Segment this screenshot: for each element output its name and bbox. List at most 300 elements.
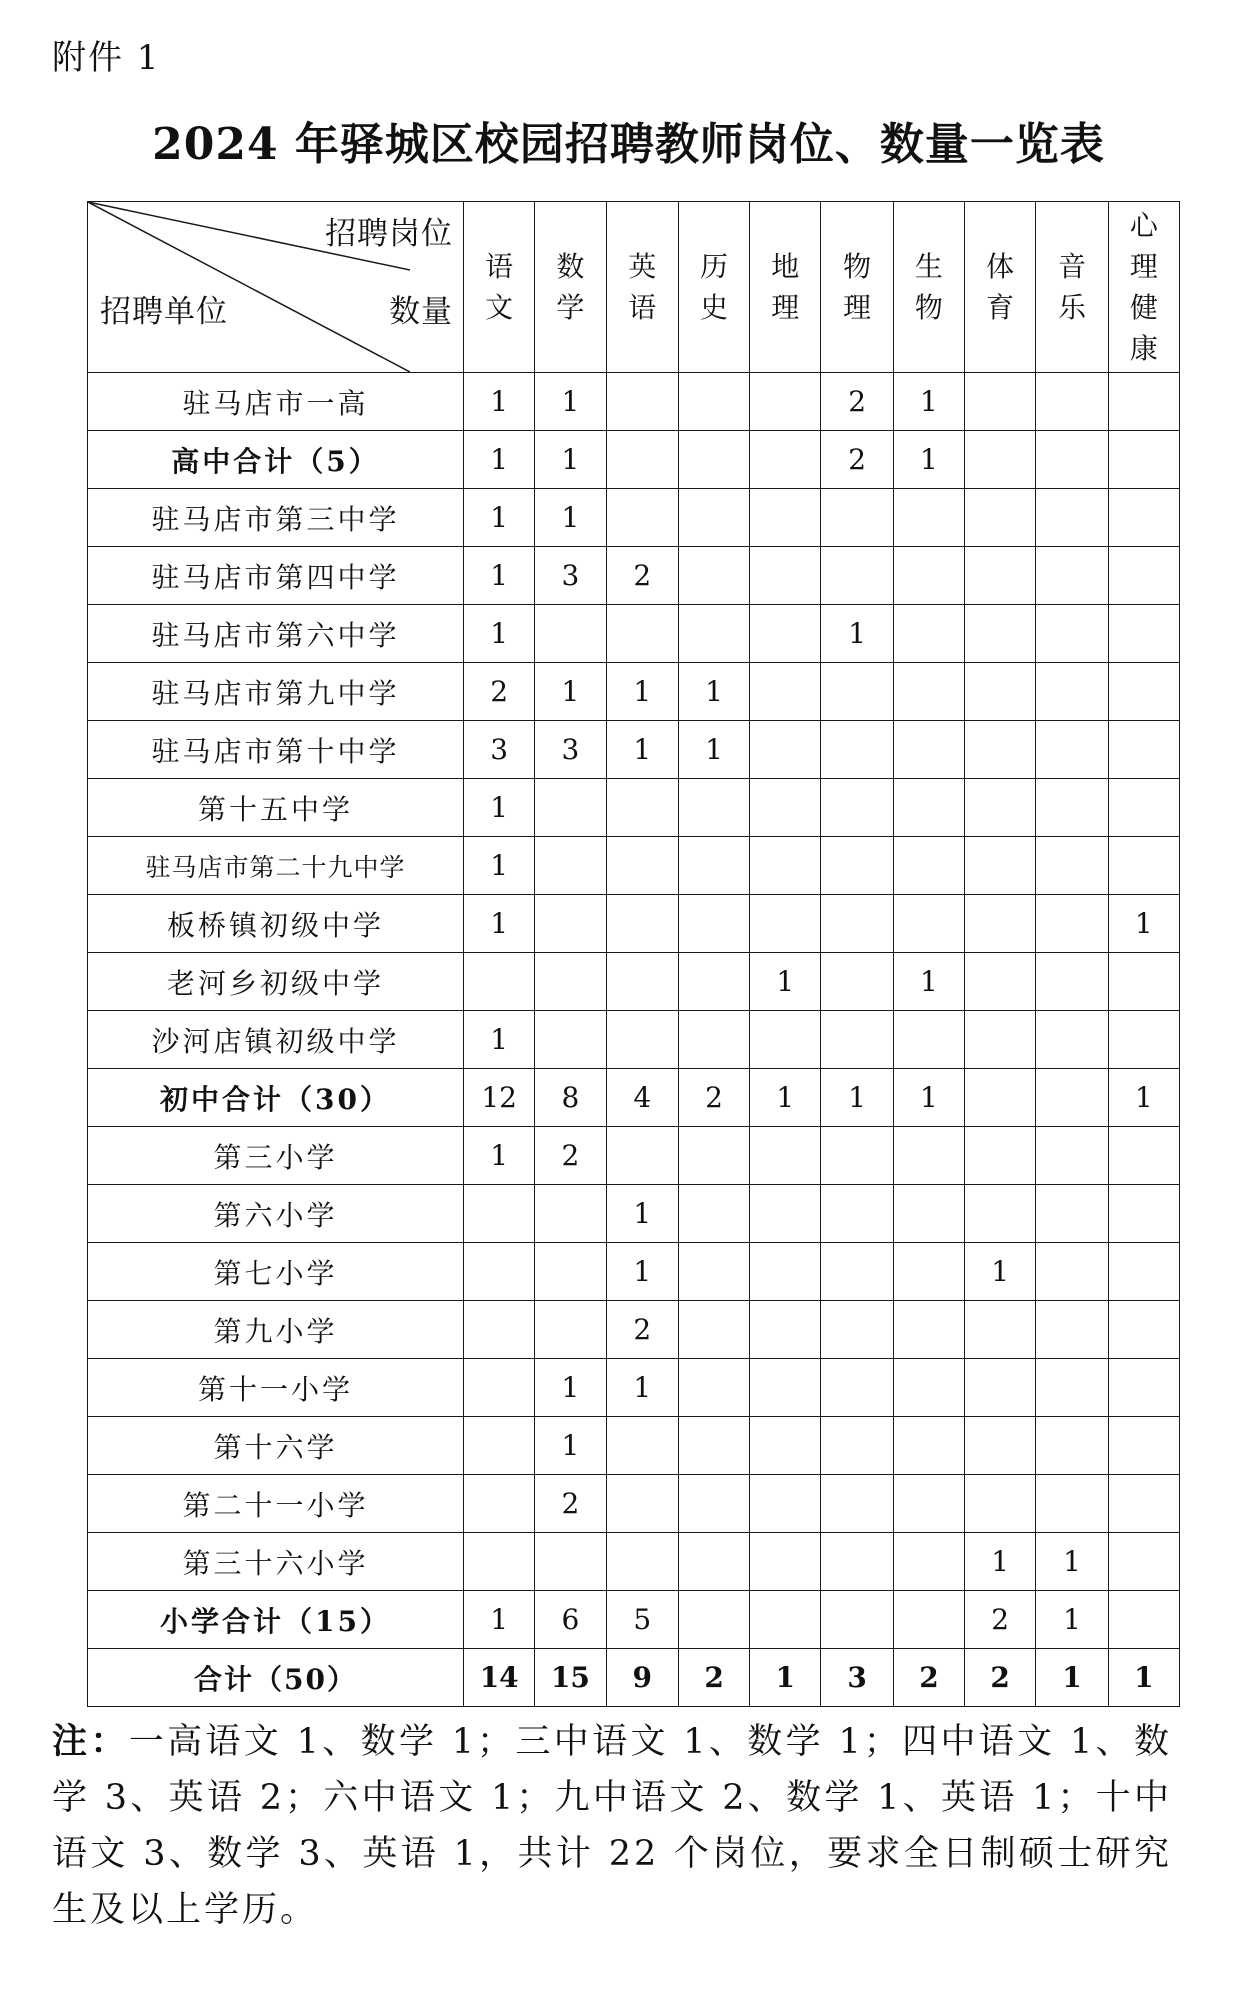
count-cell (606, 605, 678, 663)
footnote-text: 一高语文 1、数学 1；三中语文 1、数学 1；四中语文 1、数学 3、英语 2；六中语文 1；九中语文 2、数学 1、英语 1；十中语文 3、数学 3、英语 1，共计 22 个岗位，要求全日制硕士研究生及以上学历。 (52, 1722, 1172, 1930)
count-cell (606, 1533, 678, 1591)
table-row (88, 1243, 1180, 1301)
table-row (88, 373, 1180, 431)
count-cell (893, 1417, 964, 1475)
count-cell (965, 953, 1036, 1011)
count-cell (821, 953, 893, 1011)
count-cell (678, 1011, 749, 1069)
table-row (88, 953, 1180, 1011)
table-row (88, 837, 1180, 895)
subject-header-char: 心 (1129, 209, 1158, 242)
table-header-row (88, 202, 1180, 373)
subject-header-char: 语 (485, 250, 514, 283)
subject-header-char: 语 (628, 291, 657, 324)
count-cell (821, 1243, 893, 1301)
subtotal-row (88, 1591, 1180, 1649)
count-cell (464, 1533, 535, 1591)
count-cell (606, 837, 678, 895)
count-cell (464, 1475, 535, 1533)
subject-header-5 (821, 202, 893, 373)
subject-header-char: 学 (556, 291, 585, 324)
unit-name-cell: 合计（50） (88, 1649, 464, 1707)
subject-header-1 (535, 202, 606, 373)
count-cell: 1 (606, 721, 678, 779)
count-cell: 1 (1108, 1649, 1179, 1707)
count-cell (750, 1243, 821, 1301)
subtotal-row (88, 431, 1180, 489)
count-cell (821, 489, 893, 547)
subject-header-char: 康 (1129, 332, 1158, 365)
count-cell (965, 721, 1036, 779)
count-cell (1036, 953, 1108, 1011)
count-cell (893, 489, 964, 547)
count-cell (1108, 1475, 1179, 1533)
attachment-label: 附件 1 (52, 38, 161, 78)
count-cell (965, 489, 1036, 547)
count-cell (821, 779, 893, 837)
count-cell: 2 (965, 1649, 1036, 1707)
count-cell (1036, 1011, 1108, 1069)
subject-header-char: 理 (1129, 250, 1158, 283)
count-cell: 8 (535, 1069, 606, 1127)
count-cell (535, 1011, 606, 1069)
count-cell (1108, 953, 1179, 1011)
table-row (88, 779, 1180, 837)
unit-name-cell: 驻马店市第九中学 (88, 663, 464, 721)
count-cell (750, 1533, 821, 1591)
count-cell (606, 1417, 678, 1475)
count-cell (1036, 895, 1108, 953)
count-cell (750, 1359, 821, 1417)
count-cell: 2 (535, 1127, 606, 1185)
count-cell (606, 779, 678, 837)
count-cell (750, 1011, 821, 1069)
count-cell (893, 1011, 964, 1069)
count-cell (1036, 605, 1108, 663)
subject-header-char: 文 (485, 291, 514, 324)
count-cell (965, 1417, 1036, 1475)
count-cell: 5 (606, 1591, 678, 1649)
table-row (88, 1301, 1180, 1359)
table-body (88, 202, 1180, 1707)
count-cell: 3 (535, 721, 606, 779)
count-cell (1036, 1475, 1108, 1533)
count-cell (1036, 1185, 1108, 1243)
count-cell (965, 1069, 1036, 1127)
count-cell (678, 1185, 749, 1243)
unit-name-cell: 第十五中学 (88, 779, 464, 837)
subject-header-char: 理 (843, 291, 872, 324)
recruitment-table (87, 201, 1180, 1707)
count-cell (535, 953, 606, 1011)
count-cell (750, 605, 821, 663)
count-cell: 1 (893, 953, 964, 1011)
count-cell (965, 1301, 1036, 1359)
count-cell (750, 779, 821, 837)
subject-header-7 (965, 202, 1036, 373)
count-cell (1108, 547, 1179, 605)
count-cell (1108, 1011, 1179, 1069)
corner-units-label: 招聘单位 (100, 294, 228, 330)
unit-name-cell: 驻马店市第四中学 (88, 547, 464, 605)
count-cell: 1 (893, 373, 964, 431)
unit-name-cell: 沙河店镇初级中学 (88, 1011, 464, 1069)
count-cell (965, 1359, 1036, 1417)
count-cell: 1 (750, 1069, 821, 1127)
count-cell (893, 663, 964, 721)
count-cell (1108, 373, 1179, 431)
count-cell (606, 431, 678, 489)
unit-name-cell: 老河乡初级中学 (88, 953, 464, 1011)
count-cell: 1 (464, 547, 535, 605)
count-cell (464, 1243, 535, 1301)
count-cell: 1 (1108, 1069, 1179, 1127)
unit-name-cell: 驻马店市一高 (88, 373, 464, 431)
count-cell (606, 1011, 678, 1069)
unit-name-cell: 第二十一小学 (88, 1475, 464, 1533)
count-cell (606, 1127, 678, 1185)
count-cell (1108, 721, 1179, 779)
count-cell (535, 1533, 606, 1591)
count-cell: 2 (606, 1301, 678, 1359)
unit-name-cell: 第十六学 (88, 1417, 464, 1475)
count-cell (893, 1243, 964, 1301)
corner-quantity-label: 数量 (389, 294, 454, 330)
table-row (88, 1417, 1180, 1475)
count-cell: 2 (821, 431, 893, 489)
count-cell (750, 431, 821, 489)
count-cell (750, 1417, 821, 1475)
page-title: 2024 年驿城区校园招聘教师岗位、数量一览表 (152, 119, 1105, 170)
count-cell (750, 1185, 821, 1243)
count-cell (821, 837, 893, 895)
count-cell (1108, 1417, 1179, 1475)
count-cell (1108, 1301, 1179, 1359)
count-cell: 1 (965, 1243, 1036, 1301)
count-cell (535, 1243, 606, 1301)
subject-header-2 (606, 202, 678, 373)
count-cell (678, 1417, 749, 1475)
count-cell (821, 1127, 893, 1185)
count-cell (893, 1475, 964, 1533)
count-cell (464, 1301, 535, 1359)
unit-name-cell: 初中合计（30） (88, 1069, 464, 1127)
count-cell (678, 373, 749, 431)
subject-header-6 (893, 202, 964, 373)
count-cell (965, 1011, 1036, 1069)
count-cell: 1 (606, 1185, 678, 1243)
unit-name-cell: 第六小学 (88, 1185, 464, 1243)
count-cell (893, 1591, 964, 1649)
count-cell (750, 1301, 821, 1359)
count-cell (1036, 1417, 1108, 1475)
count-cell: 1 (893, 1069, 964, 1127)
count-cell: 1 (535, 431, 606, 489)
unit-name-cell: 第三十六小学 (88, 1533, 464, 1591)
count-cell: 1 (750, 1649, 821, 1707)
unit-name-cell: 驻马店市第十中学 (88, 721, 464, 779)
grand-total-row (88, 1649, 1180, 1707)
count-cell (821, 1301, 893, 1359)
count-cell (893, 779, 964, 837)
table-row (88, 605, 1180, 663)
count-cell (750, 489, 821, 547)
count-cell (464, 1359, 535, 1417)
count-cell (678, 1243, 749, 1301)
count-cell (965, 837, 1036, 895)
count-cell (1108, 779, 1179, 837)
count-cell: 1 (893, 431, 964, 489)
count-cell (893, 547, 964, 605)
count-cell: 1 (1036, 1533, 1108, 1591)
count-cell (1036, 779, 1108, 837)
subject-header-char: 乐 (1057, 291, 1086, 324)
count-cell (678, 953, 749, 1011)
table-row (88, 721, 1180, 779)
count-cell (1036, 1243, 1108, 1301)
count-cell (678, 779, 749, 837)
unit-name-cell: 第十一小学 (88, 1359, 464, 1417)
count-cell: 1 (750, 953, 821, 1011)
count-cell (678, 547, 749, 605)
subject-header-char: 理 (771, 291, 800, 324)
unit-name-cell: 板桥镇初级中学 (88, 895, 464, 953)
count-cell (750, 1127, 821, 1185)
count-cell (678, 1591, 749, 1649)
count-cell (1108, 1185, 1179, 1243)
count-cell: 2 (678, 1649, 749, 1707)
count-cell: 1 (965, 1533, 1036, 1591)
count-cell (535, 605, 606, 663)
count-cell (821, 721, 893, 779)
count-cell (893, 1185, 964, 1243)
corner-header-cell (88, 202, 464, 373)
count-cell (965, 663, 1036, 721)
count-cell: 14 (464, 1649, 535, 1707)
count-cell: 2 (464, 663, 535, 721)
footnote (52, 1714, 1172, 1938)
count-cell: 1 (1108, 895, 1179, 953)
count-cell: 1 (606, 663, 678, 721)
subject-header-0 (464, 202, 535, 373)
count-cell (750, 837, 821, 895)
count-cell (750, 547, 821, 605)
count-cell (606, 1475, 678, 1533)
count-cell (821, 1185, 893, 1243)
count-cell: 1 (464, 1591, 535, 1649)
count-cell (1036, 1069, 1108, 1127)
count-cell: 12 (464, 1069, 535, 1127)
subject-header-9 (1108, 202, 1179, 373)
count-cell (1108, 1243, 1179, 1301)
count-cell (821, 1359, 893, 1417)
count-cell (821, 895, 893, 953)
unit-name-cell: 第九小学 (88, 1301, 464, 1359)
count-cell: 1 (1036, 1591, 1108, 1649)
count-cell: 1 (606, 1359, 678, 1417)
table-row (88, 1011, 1180, 1069)
count-cell (893, 1127, 964, 1185)
count-cell (1036, 547, 1108, 605)
count-cell (965, 373, 1036, 431)
count-cell (750, 1591, 821, 1649)
footnote-label: 注： (52, 1721, 129, 1762)
unit-name-cell: 驻马店市第三中学 (88, 489, 464, 547)
count-cell: 1 (535, 373, 606, 431)
count-cell (750, 1475, 821, 1533)
count-cell (893, 1533, 964, 1591)
count-cell (1036, 721, 1108, 779)
count-cell (1036, 1301, 1108, 1359)
count-cell: 1 (464, 605, 535, 663)
count-cell (965, 605, 1036, 663)
count-cell (893, 895, 964, 953)
count-cell (606, 895, 678, 953)
subject-header-char: 音 (1057, 250, 1086, 283)
count-cell (750, 895, 821, 953)
table-row (88, 895, 1180, 953)
count-cell (965, 1185, 1036, 1243)
count-cell: 1 (464, 1011, 535, 1069)
unit-name-cell: 小学合计（15） (88, 1591, 464, 1649)
count-cell (893, 1359, 964, 1417)
count-cell (535, 837, 606, 895)
count-cell (535, 1301, 606, 1359)
subject-header-char: 生 (914, 250, 943, 283)
table-row (88, 489, 1180, 547)
count-cell (750, 663, 821, 721)
count-cell: 2 (893, 1649, 964, 1707)
count-cell (606, 373, 678, 431)
count-cell (535, 1185, 606, 1243)
count-cell (535, 895, 606, 953)
count-cell (1108, 1533, 1179, 1591)
count-cell: 1 (464, 431, 535, 489)
count-cell (750, 721, 821, 779)
count-cell (464, 1417, 535, 1475)
count-cell: 3 (821, 1649, 893, 1707)
count-cell (750, 373, 821, 431)
subject-header-char: 健 (1129, 291, 1158, 324)
table-row (88, 1185, 1180, 1243)
count-cell (1036, 663, 1108, 721)
subject-header-3 (678, 202, 749, 373)
count-cell (1108, 605, 1179, 663)
count-cell: 1 (464, 489, 535, 547)
count-cell (821, 1591, 893, 1649)
count-cell: 1 (821, 1069, 893, 1127)
table-row (88, 547, 1180, 605)
count-cell (1108, 663, 1179, 721)
count-cell (678, 605, 749, 663)
count-cell (464, 953, 535, 1011)
count-cell: 1 (535, 1359, 606, 1417)
count-cell: 1 (464, 373, 535, 431)
count-cell: 4 (606, 1069, 678, 1127)
count-cell (678, 1533, 749, 1591)
count-cell (1036, 1359, 1108, 1417)
corner-positions-label: 招聘岗位 (325, 216, 454, 252)
count-cell (1108, 431, 1179, 489)
count-cell (965, 547, 1036, 605)
count-cell (1108, 1359, 1179, 1417)
unit-name-cell: 第三小学 (88, 1127, 464, 1185)
count-cell: 3 (464, 721, 535, 779)
count-cell (1108, 489, 1179, 547)
count-cell: 1 (821, 605, 893, 663)
count-cell (678, 1359, 749, 1417)
table-row (88, 1127, 1180, 1185)
count-cell: 1 (678, 663, 749, 721)
count-cell: 1 (606, 1243, 678, 1301)
subject-header-char: 物 (843, 250, 872, 283)
count-cell (1036, 489, 1108, 547)
count-cell (678, 1475, 749, 1533)
count-cell (464, 1185, 535, 1243)
count-cell: 2 (535, 1475, 606, 1533)
subject-header-char: 物 (914, 291, 943, 324)
subject-header-4 (750, 202, 821, 373)
count-cell (821, 1011, 893, 1069)
count-cell: 1 (535, 1417, 606, 1475)
count-cell (535, 779, 606, 837)
subject-header-char: 历 (700, 250, 729, 283)
count-cell (1108, 1127, 1179, 1185)
count-cell (821, 1475, 893, 1533)
subject-header-char: 英 (628, 250, 657, 283)
table-row (88, 1475, 1180, 1533)
count-cell (678, 431, 749, 489)
unit-name-cell: 驻马店市第六中学 (88, 605, 464, 663)
subject-header-char: 史 (700, 291, 729, 324)
count-cell: 1 (464, 895, 535, 953)
count-cell: 6 (535, 1591, 606, 1649)
count-cell: 1 (464, 837, 535, 895)
subject-header-8 (1036, 202, 1108, 373)
count-cell (893, 837, 964, 895)
unit-name-cell: 高中合计（5） (88, 431, 464, 489)
count-cell: 15 (535, 1649, 606, 1707)
count-cell (965, 779, 1036, 837)
count-cell (893, 721, 964, 779)
count-cell (678, 895, 749, 953)
count-cell (821, 547, 893, 605)
count-cell (606, 489, 678, 547)
count-cell (893, 605, 964, 663)
subject-header-char: 体 (986, 250, 1015, 283)
count-cell: 1 (1036, 1649, 1108, 1707)
subject-header-char: 育 (986, 291, 1015, 324)
unit-name-cell: 第七小学 (88, 1243, 464, 1301)
count-cell (1036, 837, 1108, 895)
count-cell (821, 663, 893, 721)
count-cell (1036, 373, 1108, 431)
count-cell (678, 489, 749, 547)
count-cell (965, 1475, 1036, 1533)
subtotal-row (88, 1069, 1180, 1127)
count-cell (606, 953, 678, 1011)
count-cell: 2 (678, 1069, 749, 1127)
count-cell (821, 1417, 893, 1475)
count-cell (965, 431, 1036, 489)
count-cell (678, 1301, 749, 1359)
count-cell (678, 837, 749, 895)
count-cell: 3 (535, 547, 606, 605)
table-row (88, 1533, 1180, 1591)
count-cell (965, 1127, 1036, 1185)
subject-header-char: 地 (771, 250, 800, 283)
count-cell (678, 1127, 749, 1185)
